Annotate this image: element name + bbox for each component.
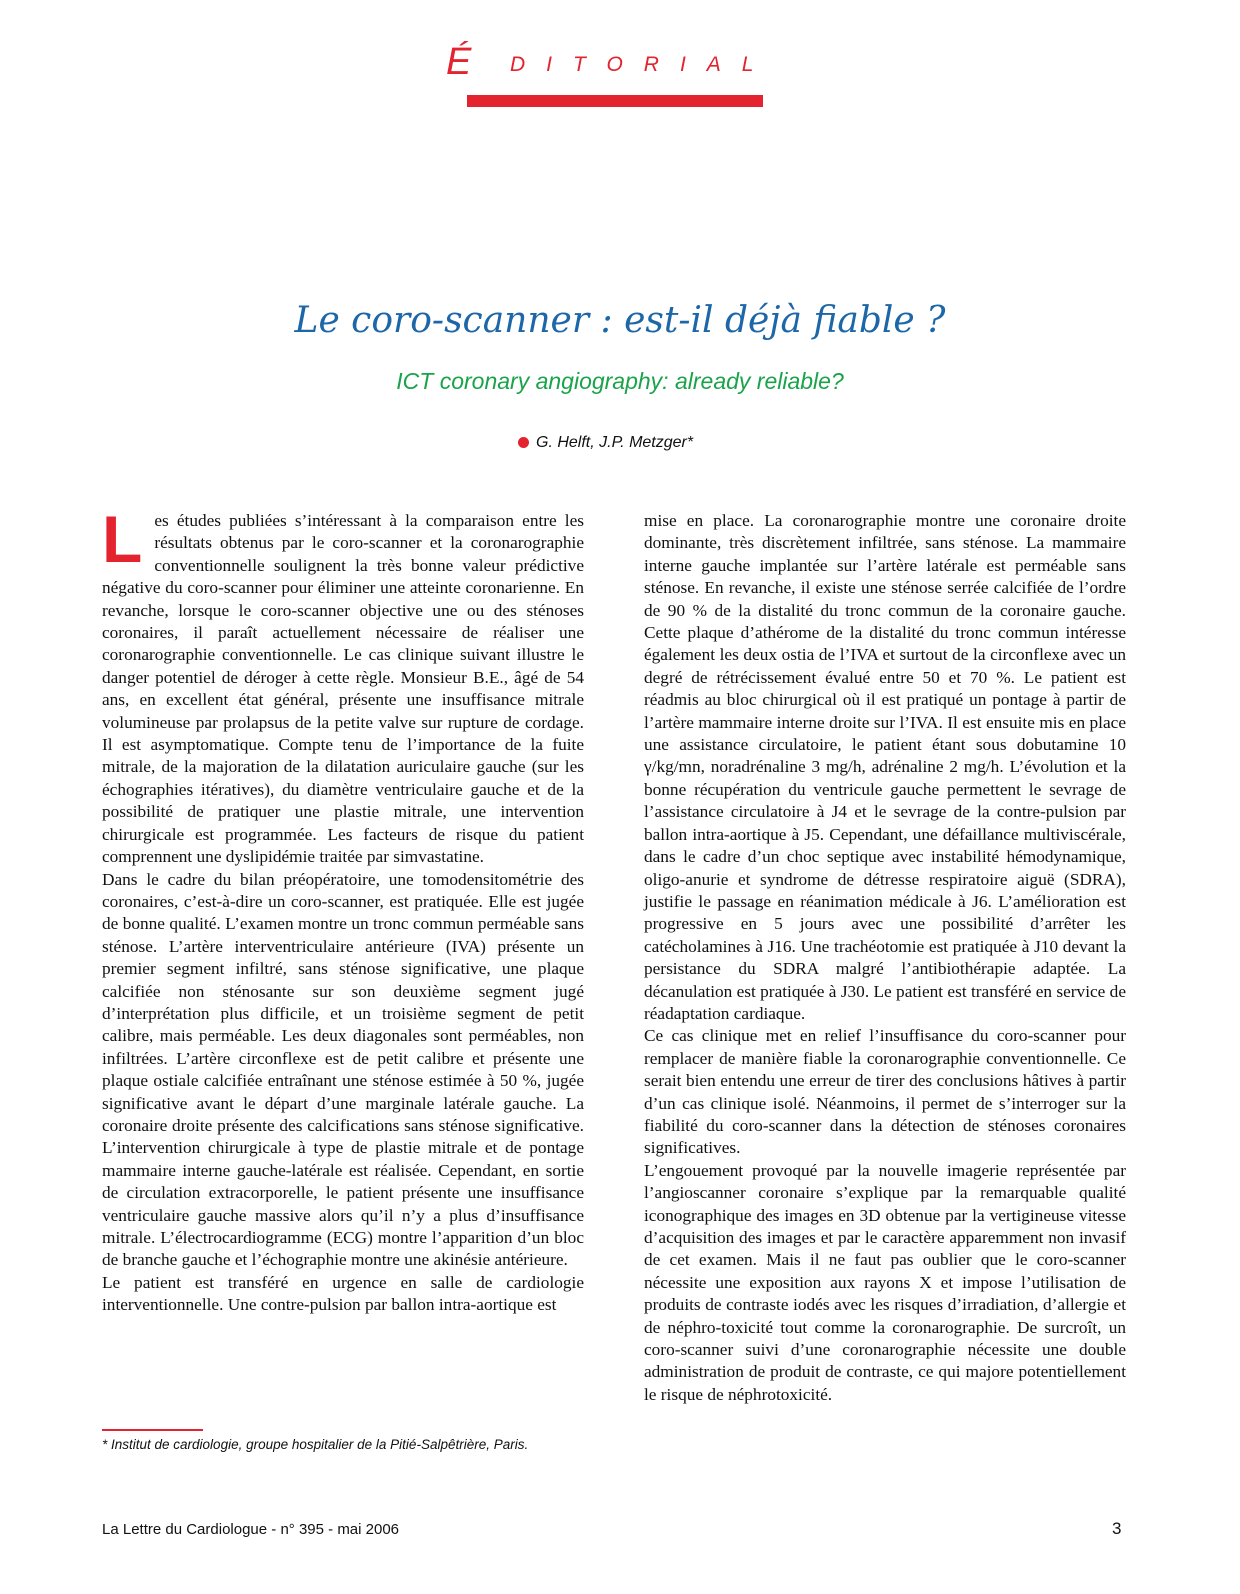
paragraph: Le patient est transféré en urgence en salle de cardiologie interventionnelle. Une contre-pulsion par ballon intra-aortique est	[102, 1272, 584, 1315]
footnote: * Institut de cardiologie, groupe hospitalier de la Pitié-Salpêtrière, Paris.	[102, 1437, 529, 1452]
section-label: DITORIAL	[510, 53, 775, 76]
paragraph: Ce cas clinique met en relief l’insuffisance du coro-scanner pour remplacer de manière fiable la coronarographie conventionnelle. Ce serait bien entendu une erreur de tirer des conclusions hâtives à partir d’un cas clinique isolé. Néanmoins, il permet de s’interroger sur la fiabilité du coro-scanner dans la détection de sténoses coronaires significatives.	[644, 1026, 1126, 1158]
authors: G. Helft, J.P. Metzger*	[536, 434, 694, 451]
paragraph: mise en place. La coronarographie montre une coronaire droite dominante, très discrètement infiltrée, sans sténose. La mammaire interne gauche implantée sur l’artère latérale est perméable sans sténose. En revanche, il existe une sténose serrée calcifiée de l’ordre de 90 % de la distalité du tronc commun de la coronaire gauche. Cette plaque d’athérome de la distalité du tronc commun intéresse également les deux ostia de l’IVA et surtout de la circonflexe avec un degré de rétrécissement évalué entre 50 et 70 %. Le patient est réadmis au bloc chirurgical où il est pratiqué un pontage à partir de l’artère mammaire interne droite sur l’IVA. Il est ensuite mis en place une assistance circulatoire, le patient étant sous dobutamine 10 γ/kg/mn, noradrénaline 3 mg/h, adrénaline 2 mg/h. L’évolution et la bonne récupération du ventricule gauche permettent le sevrage de l’assistance circulatoire à J4 et le sevrage de la contre-pulsion par ballon intra-aortique à J5. Cependant, une défaillance multiviscérale, dans le cadre d’un choc septique avec instabilité hémodynamique, oligo-anurie et syndrome de détresse respiratoire aiguë (SDRA), justifie le passage en réanimation médicale à J6. L’amélioration est progressive en 5 jours avec une possibilité d’arrêter les catécholamines à J16. Une trachéotomie est pratiquée à J10 devant la persistance du SDRA malgré l’antibiothérapie adaptée. La décanulation est pratiquée à J30. Le patient est transféré en service de réadaptation cardiaque.	[644, 511, 1126, 1023]
section-header	[0, 40, 1240, 110]
section-first-letter: É	[446, 41, 472, 83]
article-title: Le coro-scanner : est-il déjà fiable ?	[294, 300, 946, 341]
article-subtitle: ICT coronary angiography: already reliable?	[396, 368, 844, 394]
section-underline-bar	[467, 95, 763, 107]
paragraph: Dans le cadre du bilan préopératoire, une tomodensitométrie des coronaires, c’est-à-dire un coro-scanner, est pratiquée. Elle est jugée de bonne qualité. L’examen montre un tronc commun perméable sans sténose. L’artère interventriculaire antérieure (IVA) présente un premier segment infiltré, sans sténose significative, une plaque calcifiée non sténosante sur son deuxième segment jugé d’interprétation plus difficile, et un troisième segment de petit calibre, mais perméable. Les deux diagonales sont perméables, non infiltrées. L’artère circonflexe est de petit calibre et présente une plaque ostiale calcifiée entraînant une sténose estimée à 50 %, jugée significative avant le départ d’une marginale latérale gauche. La coronaire droite présente des calcifications sans sténose significative. L’intervention chirurgicale à type de plastie mitrale et de pontage mammaire interne gauche-latérale est réalisée. Cependant, en sortie de circulation extracorporelle, le patient présente une insuffisance ventriculaire gauche massive alors qu’il n’y a plus d’insuffisance mitrale. L’électrocardiogramme (ECG) montre l’apparition d’un bloc de branche gauche et l’échographie montre une akinésie antérieure.	[102, 869, 584, 1270]
bullet-icon	[518, 437, 529, 448]
drop-cap: L	[102, 502, 143, 576]
page-number: 3	[1112, 1519, 1122, 1538]
authors-line	[518, 432, 693, 454]
body-column-right	[644, 510, 1126, 1406]
paragraph: L’engouement provoqué par la nouvelle imagerie représentée par l’angioscanner coronaire s’explique par la remarquable qualité iconographique des images en 3D obtenue par la vertigineuse vitesse d’acquisition des images et par le caractère apparemment non invasif de cet examen. Mais il ne faut pas oublier que le coro-scanner nécessite une exposition aux rayons X et impose l’utilisation de produits de contraste iodés avec les risques d’irradiation, d’allergie et de néphro-toxicité tout comme la coronarographie. De surcroît, un coro-scanner suivi d’une coronarographie nécessite une double administration de produit de contraste, ce qui majore potentiellement le risque de néphrotoxicité.	[644, 1160, 1126, 1404]
paragraph: es études publiées s’intéressant à la comparaison entre les résultats obtenus par le coro-scanner et la coronarographie conventionnelle soulignent la très bonne valeur prédictive négative du coro-scanner pour éliminer une atteinte coronarienne. En revanche, lorsque le coro-scanner objective une ou des sténoses coronaires, il paraît actuellement nécessaire de réaliser une coronarographie conventionnelle. Le cas clinique suivant illustre le danger potentiel de déroger à cette règle. Monsieur B.E., âgé de 54 ans, en excellent état général, présente une insuffisance mitrale volumineuse par prolapsus de la petite valve sur rupture de cordage. Il est asymptomatique. Compte tenu de l’importance de la fuite mitrale, de la majoration de la dilatation auriculaire gauche (sur les échographies itératives), du diamètre ventriculaire gauche et de la possibilité de pratiquer une plastie mitrale, une intervention chirurgicale est programmée. Les facteurs de risque du patient comprennent une dyslipidémie traitée par simvastatine.	[102, 511, 584, 867]
footnote-divider	[102, 1429, 203, 1431]
body-column-left	[102, 502, 584, 1317]
journal-citation: La Lettre du Cardiologue - n° 395 - mai 2006	[102, 1521, 400, 1538]
